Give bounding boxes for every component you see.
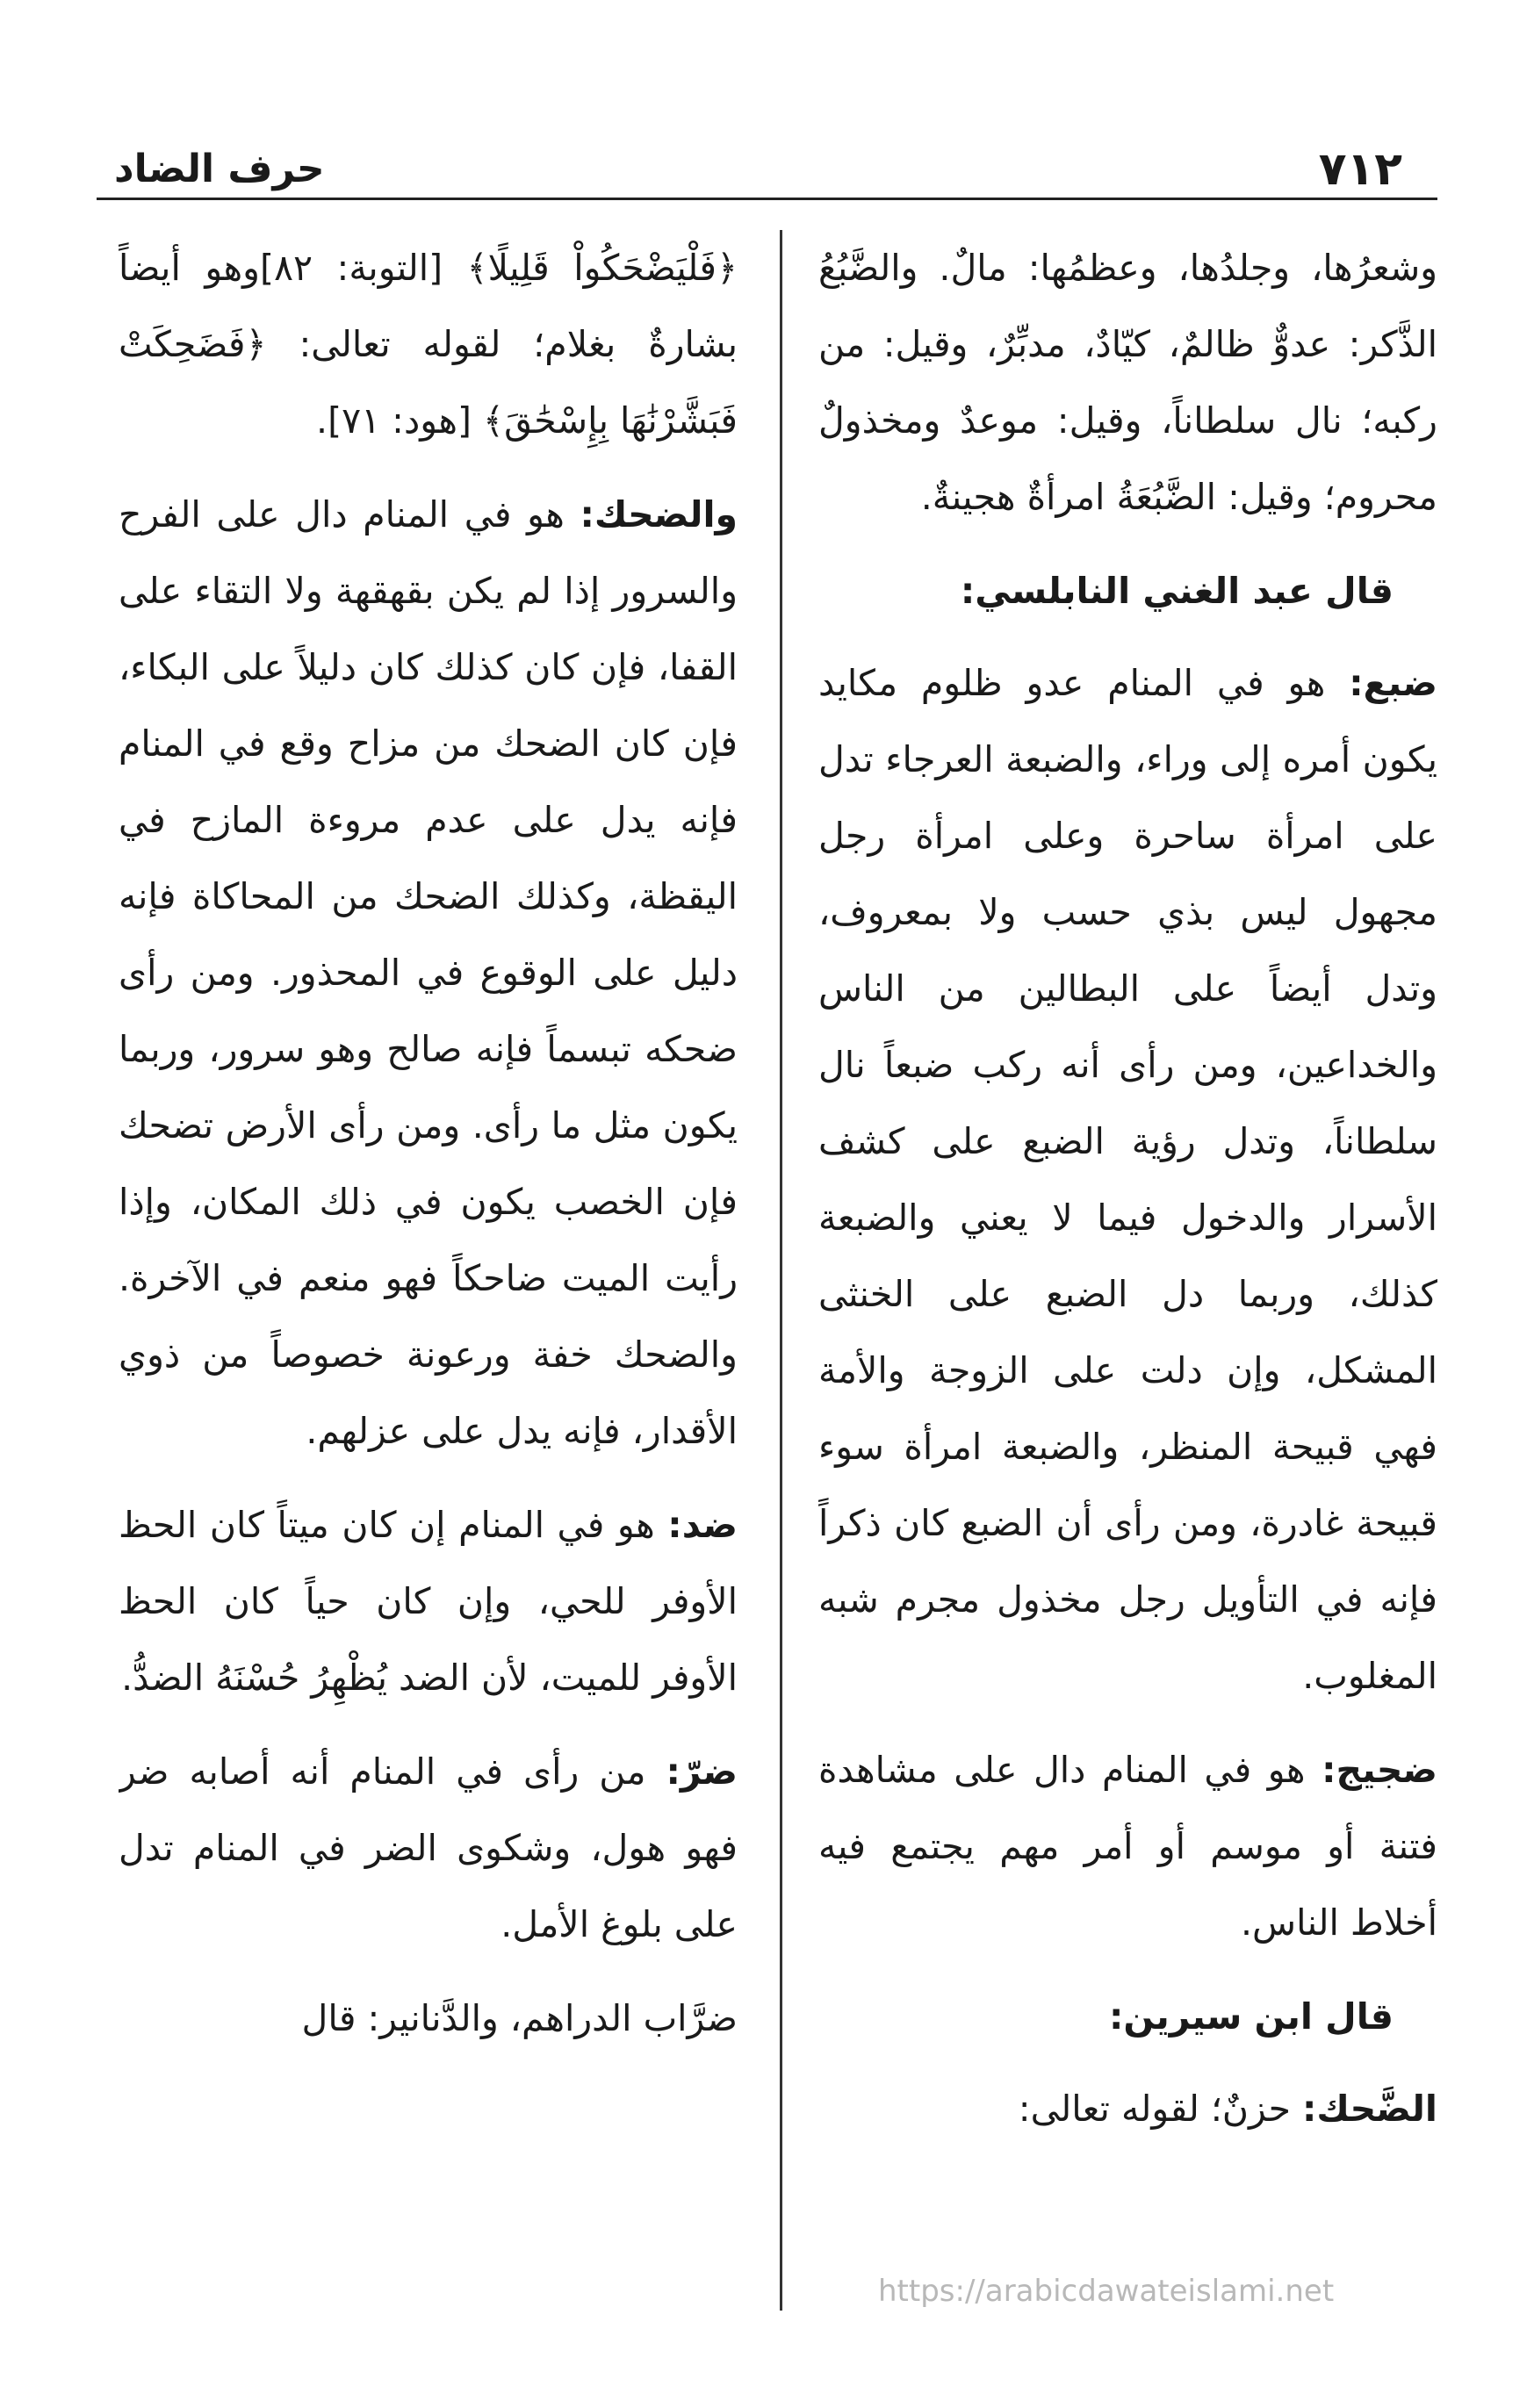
paragraph bbox=[119, 230, 738, 459]
section-heading: قال ابن سيرين: bbox=[1109, 1995, 1394, 2038]
entry-text: من رأى في المنام أنه أصابه ضر فهو هول، وشكوى الضر في المنام تدل على بلوغ الأمل. bbox=[119, 1750, 738, 1945]
entry-term: ضد: bbox=[667, 1504, 738, 1546]
section-heading: قال عبد الغني النابلسي: bbox=[960, 570, 1394, 612]
quran-verse: ﴿فَضَحِكَتْ فَبَشَّرْنَٰهَا بِإِسْحَٰقَ﴾ bbox=[119, 323, 738, 442]
entry-text: هو في المنام عدو ظلوم مكايد يكون أمره إلى وراء، والضبعة العرجاء تدل على امرأة ساحرة وعلى امرأة رجل مجهول ليس بذي حسب ولا بمعروف، وتدل أيضاً على البطالين من الناس والخداعين، ومن رأى أنه ركب ضبعاً نال سلطاناً، وتدل رؤية الضبع على كشف الأسرار والدخول فيما لا يعني والضبعة كذلك، وربما دل الضبع على الخنثى المشكل، وإن دلت على الزوجة والأمة فهي قبيحة المنظر، والضبعة امرأة سوء قبيحة غادرة، ومن رأى أن الضبع كان ذكراً فإنه في التأويل رجل مخذول مجرم شبه المغلوب. bbox=[818, 662, 1437, 1697]
watermark-url: https://arabicdawateislami.net bbox=[878, 2274, 1335, 2309]
paragraph-text: وشعرُها، وجلدُها، وعظمُها: مالٌ. والضَّبُعُ الذَّكر: عدوٌّ ظالمٌ، كيّادٌ، مدبِّرٌ، وقيل: من ركبه؛ نال سلطاناً، وقيل: موعدٌ ومخذولٌ محروم؛ وقيل: الضَّبُعَةُ امرأةٌ هجينةٌ. bbox=[818, 247, 1437, 518]
paragraph-text: ضرَّاب الدراهم، والدَّنانير: قال bbox=[301, 1997, 738, 2039]
left-column bbox=[119, 230, 738, 2311]
column-divider bbox=[780, 230, 782, 2311]
entry-term: الضَّحك: bbox=[1302, 2088, 1437, 2130]
entry-paragraph bbox=[818, 2071, 1437, 2147]
entry-term: ضبع: bbox=[1349, 662, 1437, 704]
page-number: ٧١٢ bbox=[1318, 143, 1402, 196]
entry-text: هو في المنام إن كان ميتاً كان الحظ الأوفر للحي، وإن كان حياً كان الحظ الأوفر للميت، لأن الضد يُظْهِرُ حُسْنَهُ الضدُّ. bbox=[119, 1504, 738, 1699]
page-header bbox=[97, 136, 1437, 200]
quran-verse: ﴿فَلْيَضْحَكُواْ قَلِيلًا﴾ bbox=[466, 247, 738, 289]
entry-term: والضحك: bbox=[580, 493, 738, 536]
entry-text: حزنٌ؛ لقوله تعالى: bbox=[1018, 2088, 1303, 2130]
entry-term: ضجيج: bbox=[1322, 1749, 1437, 1791]
paragraph bbox=[119, 1980, 738, 2057]
right-column bbox=[818, 230, 1437, 2311]
verse-reference: [هود: ٧١]. bbox=[316, 399, 484, 442]
entry-paragraph bbox=[119, 477, 738, 1470]
paragraph bbox=[818, 230, 1437, 536]
entry-paragraph bbox=[818, 1732, 1437, 1961]
entry-paragraph bbox=[119, 1487, 738, 1716]
entry-text: هو في المنام دال على الفرح والسرور إذا لم يكن بقهقهة ولا التقاء على القفا، فإن كان كذلك كان دليلاً على البكاء، فإن كان الضحك من مزاح وقع في المنام فإنه يدل على عدم مروءة المازح في اليقظة، وكذلك الضحك من المحاكاة فإنه دليل على الوقوع في المحذور. ومن رأى ضحكه تبسماً فإنه صالح وهو سرور، وربما يكون مثل ما رأى. ومن رأى الأرض تضحك فإن الخصب يكون في ذلك المكان، وإذا رأيت الميت ضاحكاً فهو منعم في الآخرة. والضحك خفة ورعونة خصوصاً من ذوي الأقدار، فإنه يدل على عزلهم. bbox=[119, 493, 738, 1452]
entry-paragraph bbox=[119, 1734, 738, 1963]
entry-text: هو في المنام دال على مشاهدة فتنة أو موسم أو أمر مهم يجتمع فيه أخلاط الناس. bbox=[818, 1749, 1437, 1944]
entry-term: ضرّ: bbox=[666, 1750, 738, 1793]
running-head: حرف الضاد bbox=[114, 147, 325, 191]
paragraph-text: [التوبة: ٨٢]وهو أيضاً بشارةٌ بغلام؛ لقوله تعالى: bbox=[119, 247, 738, 365]
entry-paragraph bbox=[818, 645, 1437, 1714]
